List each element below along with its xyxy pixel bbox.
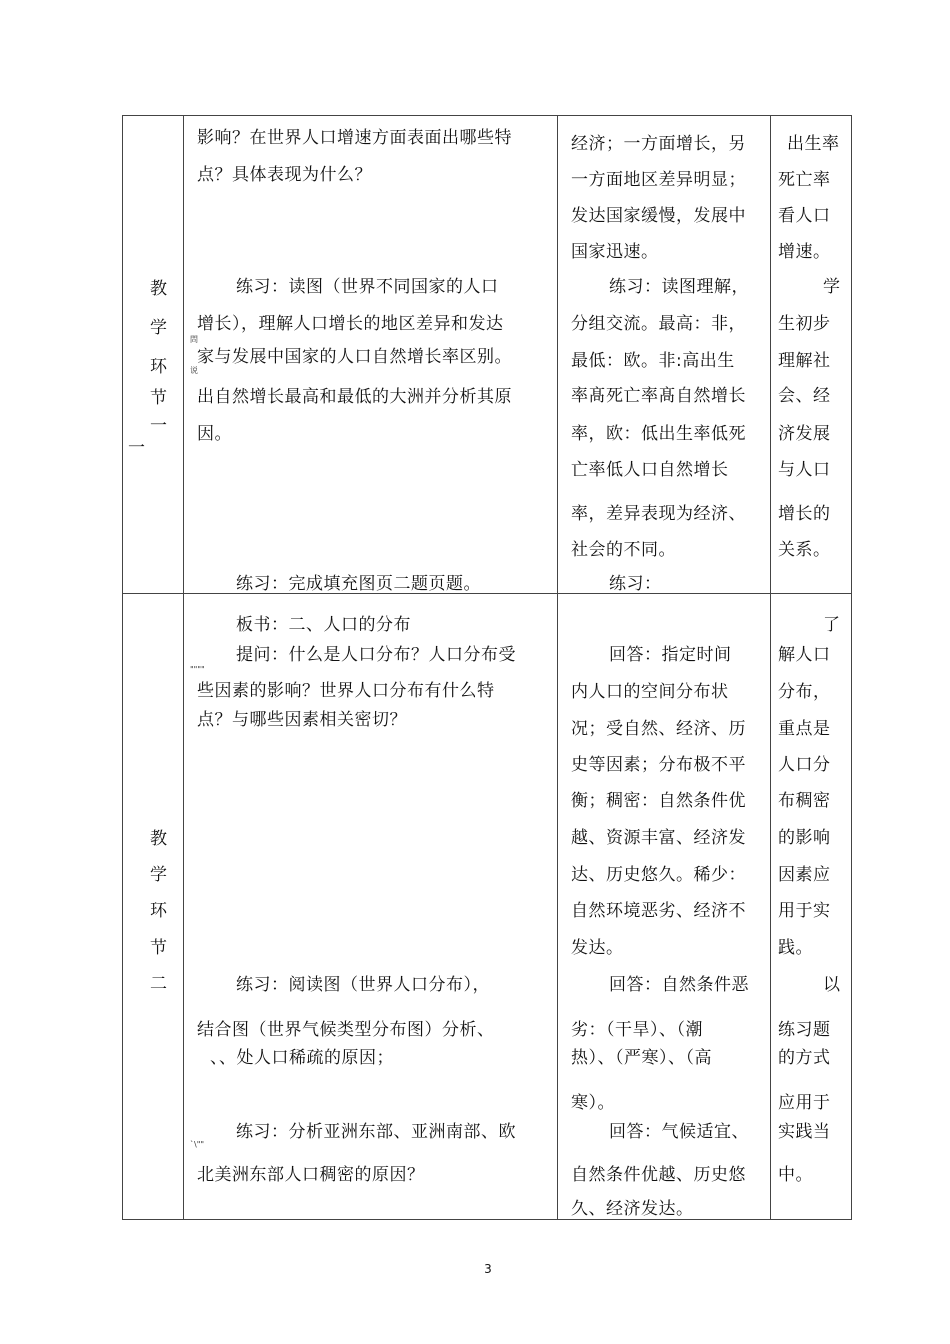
margin-mark: `\"" xyxy=(190,1140,205,1149)
text-line: 出自然增长最高和最低的大洲并分析其原 xyxy=(197,387,512,407)
text-line: 济发展 xyxy=(778,424,831,444)
text-line: 板书：二、人口的分布 xyxy=(236,615,411,635)
text-line: 了 xyxy=(823,615,841,635)
text-line: 达、历史悠久。稀少： xyxy=(571,865,746,885)
text-line: 回答：气候适宜、 xyxy=(609,1122,749,1142)
text-line: 人口分 xyxy=(778,755,831,775)
margin-mark: """" xyxy=(190,665,205,674)
text-line: 生初步 xyxy=(778,314,831,334)
table-bottom-border xyxy=(122,1219,852,1220)
text-line: 分布， xyxy=(778,682,831,702)
text-line: 衡；稠密：自然条件优 xyxy=(571,791,746,811)
text-line: 久、经济发达。 xyxy=(571,1199,694,1219)
text-line: 出生率 xyxy=(787,134,840,154)
text-line: 增速。 xyxy=(778,242,831,262)
table-top-border xyxy=(122,115,852,116)
text-line: 自然条件优越、历史悠 xyxy=(571,1165,746,1185)
table-row-divider xyxy=(122,593,852,594)
text-line: 练习： xyxy=(609,574,662,594)
text-line: 结合图（世界气候类型分布图）分析、 xyxy=(197,1020,495,1040)
text-line: 练习：读图理解， xyxy=(609,277,749,297)
text-line: 、、处人口稀疏的原因； xyxy=(210,1048,394,1068)
text-line: 因素应 xyxy=(778,865,831,885)
text-line: 发达。 xyxy=(571,938,624,958)
text-line: 练习：完成填充图页二题页题。 xyxy=(236,574,481,594)
section2-label-char: 节 xyxy=(150,938,167,958)
text-line: 影响？在世界人口增速方面表面出哪些特 xyxy=(197,128,512,148)
text-line: 率，欧：低出生率低死 xyxy=(571,424,746,444)
section1-label-char: 节 xyxy=(150,388,167,408)
page-number: 3 xyxy=(484,1262,492,1276)
text-line: 学 xyxy=(823,277,841,297)
table-col-divider-2 xyxy=(557,115,558,1220)
text-line: 寒）。 xyxy=(571,1093,615,1113)
text-line: 的影响 xyxy=(778,828,831,848)
text-line: 练习：读图（世界不同国家的人口 xyxy=(236,277,499,297)
text-line: 率髙死亡率髙自然增长 xyxy=(571,386,746,406)
section1-label-char: 教 xyxy=(150,279,167,299)
table-left-border xyxy=(122,115,123,1220)
text-line: 亡率低人口自然增长 xyxy=(571,460,729,480)
text-line: 点？具体表现为什么？ xyxy=(197,165,372,185)
text-line: 的方式 xyxy=(778,1048,831,1068)
text-line: 用于实 xyxy=(778,901,831,921)
text-line: 劣：（干旱）、（潮 xyxy=(571,1020,703,1040)
section2-label-char: 环 xyxy=(150,901,167,921)
text-line: 史等因素；分布极不平 xyxy=(571,755,746,775)
text-line: 布稠密 xyxy=(778,791,831,811)
margin-mark: 問 xyxy=(190,335,198,344)
text-line: 关系。 xyxy=(778,540,831,560)
text-line: 点？与哪些因素相关密切？ xyxy=(197,710,407,730)
text-line: 练习：分析亚洲东部、亚洲南部、欧 xyxy=(236,1122,516,1142)
text-line: 况；受自然、经济、历 xyxy=(571,719,746,739)
text-line: 中。 xyxy=(778,1165,813,1185)
text-line: 热）、（严寒）、（高 xyxy=(571,1048,712,1068)
text-line: 应用于 xyxy=(778,1093,831,1113)
text-line: 因。 xyxy=(197,424,232,444)
text-line: 分组交流。最高：非， xyxy=(571,314,746,334)
text-line: 会、经 xyxy=(778,386,831,406)
text-line: 北美洲东部人口稠密的原因？ xyxy=(197,1165,425,1185)
text-line: 自然环境恶劣、经济不 xyxy=(571,901,746,921)
text-line: 回答：自然条件恶 xyxy=(609,975,749,995)
text-line: 社会的不同。 xyxy=(571,540,676,560)
text-line: 与人口 xyxy=(778,460,831,480)
text-line: 重点是 xyxy=(778,719,831,739)
section1-label-char: 环 xyxy=(150,357,167,377)
text-line: 增长），理解人口增长的地区差异和发达 xyxy=(197,314,504,334)
text-line: 些因素的影响？世界人口分布有什么特 xyxy=(197,681,495,701)
text-line: 践。 xyxy=(778,938,813,958)
text-line: 一方面地区差异明显； xyxy=(571,170,746,190)
text-line: 越、资源丰富、经济发 xyxy=(571,828,746,848)
section1-label-char: 一 xyxy=(150,416,167,436)
text-line: 看人口 xyxy=(778,206,831,226)
section1-label-char: 一 xyxy=(128,438,145,458)
text-line: 以 xyxy=(823,975,841,995)
text-line: 练习题 xyxy=(778,1020,831,1040)
section1-label-char: 学 xyxy=(150,318,167,338)
section2-label-char: 二 xyxy=(150,974,167,994)
margin-mark: 说 xyxy=(190,366,198,375)
table-col-divider-3 xyxy=(770,115,771,1220)
text-line: 最低：欧。非:高出生 xyxy=(571,351,735,371)
text-line: 国家迅速。 xyxy=(571,242,659,262)
text-line: 解人口 xyxy=(778,645,831,665)
table-col-divider-1 xyxy=(183,115,184,1220)
text-line: 增长的 xyxy=(778,504,831,524)
section2-label-char: 学 xyxy=(150,865,167,885)
text-line: 提问：什么是人口分布？人口分布受 xyxy=(236,645,516,665)
text-line: 回答：指定时间 xyxy=(609,645,732,665)
text-line: 发达国家缓慢，发展中 xyxy=(571,206,746,226)
text-line: 经济；一方面增长，另 xyxy=(571,134,746,154)
text-line: 家与发展中国家的人口自然增长率区别。 xyxy=(197,347,512,367)
text-line: 死亡率 xyxy=(778,170,831,190)
text-line: 理解社 xyxy=(778,351,831,371)
text-line: 练习：阅读图（世界人口分布）， xyxy=(236,975,490,995)
text-line: 实践当 xyxy=(778,1122,831,1142)
section2-label-char: 教 xyxy=(150,829,167,849)
table-right-border xyxy=(851,115,852,1220)
text-line: 内人口的空间分布状 xyxy=(571,682,729,702)
text-line: 率，差异表现为经济、 xyxy=(571,504,746,524)
